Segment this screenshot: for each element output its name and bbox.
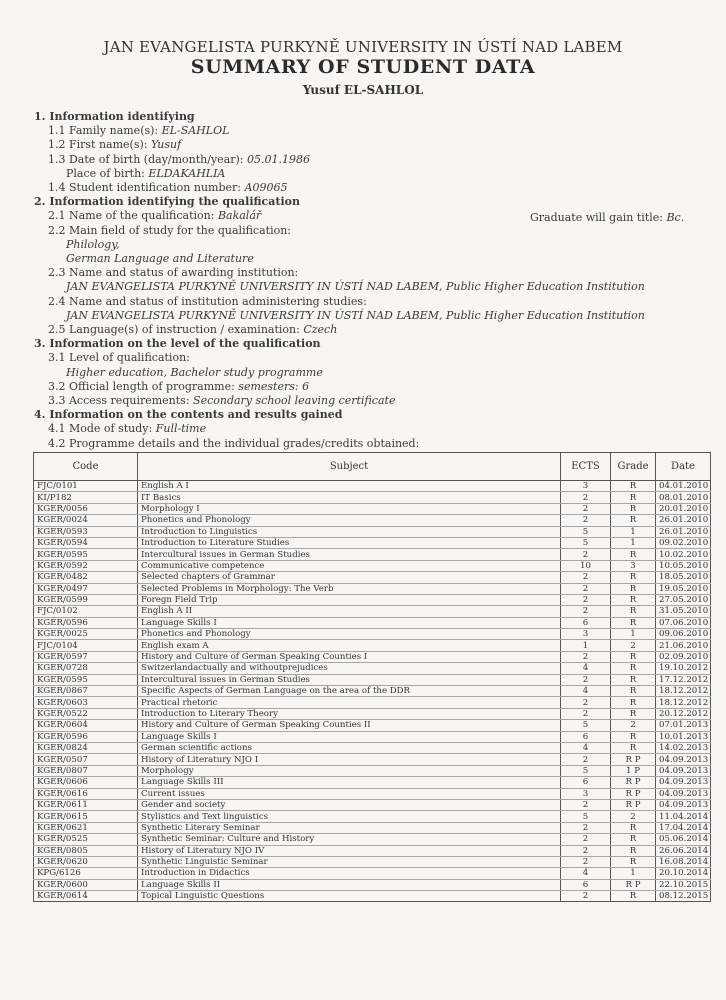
administering-value-text: JAN EVANGELISTA PURKYNĚ UNIVERSITY IN ÚSTÍ NAD LABEM, Public Higher Education Institution bbox=[66, 308, 645, 322]
qualification-label: 2.1 Name of the qualification: bbox=[48, 209, 218, 223]
table-row bbox=[34, 617, 711, 628]
course-subject: Practical rhetoric bbox=[138, 697, 561, 708]
table-row bbox=[34, 731, 711, 742]
course-subject: Selected chapters of Grammar bbox=[138, 572, 561, 583]
course-subject: Introduction in Didactics bbox=[138, 868, 561, 879]
course-date: 26.01.2010 bbox=[656, 526, 711, 537]
administering-value bbox=[34, 309, 694, 323]
course-date: 04.01.2010 bbox=[656, 481, 711, 492]
course-subject: Morphology I bbox=[138, 503, 561, 514]
course-grade: R bbox=[611, 697, 656, 708]
family-name-line bbox=[34, 124, 694, 138]
course-grade: 1 bbox=[611, 526, 656, 537]
table-row bbox=[34, 606, 711, 617]
access-value: Secondary school leaving certificate bbox=[193, 394, 396, 408]
course-grade: R bbox=[611, 515, 656, 526]
language-value: Czech bbox=[303, 323, 338, 337]
course-grade: R P bbox=[611, 799, 656, 810]
student-name: Yusuf EL-SAHLOL bbox=[302, 83, 424, 97]
course-grade: R bbox=[611, 583, 656, 594]
student-id-value: A09065 bbox=[244, 181, 288, 195]
course-ects: 2 bbox=[561, 856, 611, 867]
access-line bbox=[34, 394, 694, 408]
course-code: KGER/0507 bbox=[34, 754, 138, 765]
course-date: 05.06.2014 bbox=[656, 834, 711, 845]
course-code: KGER/0597 bbox=[34, 651, 138, 662]
table-row bbox=[34, 720, 711, 731]
course-subject: Introduction to Literary Theory bbox=[138, 708, 561, 719]
course-grade: R P bbox=[611, 879, 656, 890]
course-date: 11.04.2014 bbox=[656, 811, 711, 822]
course-code: KGER/0614 bbox=[34, 891, 138, 902]
course-code: KGER/0025 bbox=[34, 629, 138, 640]
course-ects: 2 bbox=[561, 503, 611, 514]
qualification-value: Bakalář bbox=[217, 209, 262, 223]
table-row bbox=[34, 640, 711, 651]
course-grade: 1 bbox=[611, 868, 656, 879]
course-ects: 4 bbox=[561, 663, 611, 674]
course-date: 08.01.2010 bbox=[656, 492, 711, 503]
length-label: 3.2 Official length of programme: bbox=[48, 379, 239, 393]
course-subject: Intercultural issues in German Studies bbox=[138, 674, 561, 685]
course-subject: Topical Linguistic Questions bbox=[138, 891, 561, 902]
table-row bbox=[34, 572, 711, 583]
course-subject: Intercultural issues in German Studies bbox=[138, 549, 561, 560]
course-grade: R bbox=[611, 617, 656, 628]
course-grade: R bbox=[611, 606, 656, 617]
course-date: 07.06.2010 bbox=[656, 617, 711, 628]
table-row bbox=[34, 686, 711, 697]
language-line bbox=[34, 323, 694, 337]
awarding-label: 2.3 Name and status of awarding institution: bbox=[48, 266, 299, 280]
course-code: KGER/0525 bbox=[34, 834, 138, 845]
first-name-value: Yusuf bbox=[150, 138, 182, 152]
course-grade: R bbox=[611, 549, 656, 560]
course-ects: 3 bbox=[561, 788, 611, 799]
course-grade: R bbox=[611, 708, 656, 719]
course-subject: Communicative competence bbox=[138, 560, 561, 571]
course-date: 18.12.2012 bbox=[656, 697, 711, 708]
course-date: 17.12.2012 bbox=[656, 674, 711, 685]
course-code: KGER/0728 bbox=[34, 663, 138, 674]
table-row bbox=[34, 537, 711, 548]
course-code: KGER/0824 bbox=[34, 742, 138, 753]
family-name-value: EL-SAHLOL bbox=[161, 124, 230, 138]
course-subject: History and Culture of German Speaking Counties I bbox=[138, 651, 561, 662]
table-row bbox=[34, 754, 711, 765]
table-row bbox=[34, 549, 711, 560]
course-ects: 2 bbox=[561, 549, 611, 560]
course-subject: Language Skills I bbox=[138, 617, 561, 628]
course-ects: 5 bbox=[561, 811, 611, 822]
course-code: KGER/0616 bbox=[34, 788, 138, 799]
dob-value: 05.01.1986 bbox=[247, 152, 310, 166]
course-subject: Language Skills II bbox=[138, 879, 561, 890]
course-code: KPG/6126 bbox=[34, 868, 138, 879]
course-grade: 1 P bbox=[611, 765, 656, 776]
course-code: KGER/0592 bbox=[34, 560, 138, 571]
course-date: 04.09.2013 bbox=[656, 754, 711, 765]
course-grade: 1 bbox=[611, 537, 656, 548]
field-value-1 bbox=[34, 238, 694, 252]
course-grade: R bbox=[611, 674, 656, 685]
language-label: 2.5 Language(s) of instruction / examination: bbox=[48, 323, 304, 337]
table-row bbox=[34, 765, 711, 776]
table-row bbox=[34, 822, 711, 833]
student-id-label: 1.4 Student identification number: bbox=[48, 181, 245, 195]
length-line bbox=[34, 380, 694, 394]
table-row bbox=[34, 697, 711, 708]
header-ects: ECTS bbox=[561, 453, 611, 481]
table-row bbox=[34, 708, 711, 719]
course-ects: 5 bbox=[561, 526, 611, 537]
course-grade: R bbox=[611, 834, 656, 845]
course-ects: 6 bbox=[561, 617, 611, 628]
course-code: KGER/0056 bbox=[34, 503, 138, 514]
course-code: KGER/0596 bbox=[34, 617, 138, 628]
level-value bbox=[34, 366, 694, 380]
course-subject: Synthetic Literary Seminar bbox=[138, 822, 561, 833]
course-code: KGER/0599 bbox=[34, 594, 138, 605]
dob-line bbox=[34, 153, 694, 167]
course-subject: Language Skills III bbox=[138, 777, 561, 788]
course-subject: English exam A bbox=[138, 640, 561, 651]
course-date: 20.10.2014 bbox=[656, 868, 711, 879]
course-ects: 2 bbox=[561, 845, 611, 856]
table-row bbox=[34, 879, 711, 890]
table-header-row bbox=[34, 453, 711, 481]
course-ects: 2 bbox=[561, 492, 611, 503]
course-date: 10.02.2010 bbox=[656, 549, 711, 560]
dob-label: 1.3 Date of birth (day/month/year): bbox=[48, 152, 247, 166]
course-code: KGER/0867 bbox=[34, 686, 138, 697]
course-subject: German scientific actions bbox=[138, 742, 561, 753]
course-code: FJC/0101 bbox=[34, 481, 138, 492]
table-row bbox=[34, 742, 711, 753]
graduate-title-label: Graduate will gain title: bbox=[530, 211, 667, 224]
course-grade: R bbox=[611, 651, 656, 662]
course-date: 09.02.2010 bbox=[656, 537, 711, 548]
first-name-line bbox=[34, 138, 694, 152]
course-grade: R bbox=[611, 891, 656, 902]
grades-table-body bbox=[34, 481, 711, 902]
student-info bbox=[34, 110, 694, 451]
awarding-value-text: JAN EVANGELISTA PURKYNĚ UNIVERSITY IN ÚSTÍ NAD LABEM, Public Higher Education Institution bbox=[66, 280, 645, 294]
course-date: 02.09.2010 bbox=[656, 651, 711, 662]
course-date: 21.06.2010 bbox=[656, 640, 711, 651]
header-code: Code bbox=[34, 453, 138, 481]
course-ects: 2 bbox=[561, 834, 611, 845]
course-code: KGER/0805 bbox=[34, 845, 138, 856]
course-grade: 2 bbox=[611, 720, 656, 731]
graduate-title-value: Bc. bbox=[666, 211, 685, 224]
first-name-label: 1.2 First name(s): bbox=[48, 138, 151, 152]
pob-line bbox=[34, 167, 694, 181]
course-subject: English A I bbox=[138, 481, 561, 492]
table-row bbox=[34, 811, 711, 822]
table-row bbox=[34, 492, 711, 503]
table-row bbox=[34, 560, 711, 571]
course-ects: 5 bbox=[561, 537, 611, 548]
student-id-line bbox=[34, 181, 694, 195]
course-code: KGER/0522 bbox=[34, 708, 138, 719]
table-row bbox=[34, 856, 711, 867]
course-ects: 4 bbox=[561, 686, 611, 697]
table-row bbox=[34, 651, 711, 662]
course-ects: 2 bbox=[561, 594, 611, 605]
course-code: KGER/0621 bbox=[34, 822, 138, 833]
course-date: 19.10.2012 bbox=[656, 663, 711, 674]
course-code: KGER/0595 bbox=[34, 674, 138, 685]
course-code: KGER/0606 bbox=[34, 777, 138, 788]
section-4-heading: 4. Information on the contents and results gained bbox=[34, 408, 343, 422]
course-grade: R bbox=[611, 845, 656, 856]
course-date: 07.01.2013 bbox=[656, 720, 711, 731]
course-subject: History of Literatury NJO IV bbox=[138, 845, 561, 856]
table-row bbox=[34, 663, 711, 674]
header-grade: Grade bbox=[611, 453, 656, 481]
course-grade: R bbox=[611, 686, 656, 697]
course-code: KGER/0593 bbox=[34, 526, 138, 537]
course-code: KGER/0595 bbox=[34, 549, 138, 560]
course-ects: 4 bbox=[561, 742, 611, 753]
course-code: KGER/0482 bbox=[34, 572, 138, 583]
course-ects: 3 bbox=[561, 481, 611, 492]
header-subject: Subject bbox=[138, 453, 561, 481]
course-date: 31.05.2010 bbox=[656, 606, 711, 617]
course-subject: Foregn Field Trip bbox=[138, 594, 561, 605]
course-subject: Selected Problems in Morphology: The Verb bbox=[138, 583, 561, 594]
field-value-2-text: German Language and Literature bbox=[66, 252, 254, 266]
university-name: JAN EVANGELISTA PURKYNĚ UNIVERSITY IN ÚSTÍ NAD LABEM bbox=[103, 38, 623, 56]
course-ects: 2 bbox=[561, 583, 611, 594]
administering-label: 2.4 Name and status of institution administering studies: bbox=[48, 294, 367, 308]
course-ects: 1 bbox=[561, 640, 611, 651]
course-subject: IT Basics bbox=[138, 492, 561, 503]
course-subject: Morphology bbox=[138, 765, 561, 776]
course-subject: History and Culture of German Speaking Counties II bbox=[138, 720, 561, 731]
course-subject: Switzerlandactually and withoutprejudices bbox=[138, 663, 561, 674]
course-date: 04.09.2013 bbox=[656, 788, 711, 799]
course-date: 10.05.2010 bbox=[656, 560, 711, 571]
course-subject: Introduction to Linguistics bbox=[138, 526, 561, 537]
course-date: 20.12.2012 bbox=[656, 708, 711, 719]
course-grade: 3 bbox=[611, 560, 656, 571]
course-grade: R bbox=[611, 481, 656, 492]
course-code: KGER/0604 bbox=[34, 720, 138, 731]
course-ects: 2 bbox=[561, 606, 611, 617]
header-date: Date bbox=[656, 453, 711, 481]
table-row bbox=[34, 777, 711, 788]
access-label: 3.3 Access requirements: bbox=[48, 394, 194, 408]
pob-label: Place of birth: bbox=[66, 166, 149, 180]
table-row bbox=[34, 891, 711, 902]
level-label: 3.1 Level of qualification: bbox=[48, 351, 190, 365]
field-value-1-text: Philology, bbox=[66, 237, 120, 251]
table-row bbox=[34, 799, 711, 810]
course-ects: 5 bbox=[561, 765, 611, 776]
course-grade: R bbox=[611, 856, 656, 867]
course-grade: R bbox=[611, 572, 656, 583]
details-label: 4.2 Programme details and the individual grades/credits obtained: bbox=[48, 436, 420, 450]
course-subject: Gender and society bbox=[138, 799, 561, 810]
course-date: 09.06.2010 bbox=[656, 629, 711, 640]
grades-table bbox=[33, 452, 711, 902]
mode-label: 4.1 Mode of study: bbox=[48, 422, 156, 436]
level-value-text: Higher education, Bachelor study programme bbox=[66, 365, 323, 379]
course-code: FJC/0102 bbox=[34, 606, 138, 617]
course-date: 16.08.2014 bbox=[656, 856, 711, 867]
course-code: KGER/0620 bbox=[34, 856, 138, 867]
course-code: KGER/0603 bbox=[34, 697, 138, 708]
course-date: 18.05.2010 bbox=[656, 572, 711, 583]
course-code: FJC/0104 bbox=[34, 640, 138, 651]
course-grade: 2 bbox=[611, 640, 656, 651]
course-grade: R bbox=[611, 663, 656, 674]
mode-line bbox=[34, 422, 694, 436]
course-date: 19.05.2010 bbox=[656, 583, 711, 594]
course-date: 08.12.2015 bbox=[656, 891, 711, 902]
table-row bbox=[34, 594, 711, 605]
course-grade: R P bbox=[611, 788, 656, 799]
course-grade: R P bbox=[611, 754, 656, 765]
course-ects: 10 bbox=[561, 560, 611, 571]
course-grade: R bbox=[611, 742, 656, 753]
course-grade: R bbox=[611, 594, 656, 605]
table-row bbox=[34, 629, 711, 640]
course-grade: 1 bbox=[611, 629, 656, 640]
course-subject: Language Skills I bbox=[138, 731, 561, 742]
course-subject: Synthetic Linguistic Seminar bbox=[138, 856, 561, 867]
table-row bbox=[34, 515, 711, 526]
course-subject: History of Literatury NJO I bbox=[138, 754, 561, 765]
course-subject: Phonetics and Phonology bbox=[138, 629, 561, 640]
course-grade: R bbox=[611, 822, 656, 833]
course-grade: R bbox=[611, 731, 656, 742]
field-label: 2.2 Main field of study for the qualification: bbox=[48, 223, 291, 237]
table-row bbox=[34, 503, 711, 514]
course-date: 26.06.2014 bbox=[656, 845, 711, 856]
table-row bbox=[34, 674, 711, 685]
pob-value: ELDAKAHLIA bbox=[148, 166, 226, 180]
course-date: 27.05.2010 bbox=[656, 594, 711, 605]
course-code: KGER/0615 bbox=[34, 811, 138, 822]
awarding-value bbox=[34, 280, 694, 294]
table-row bbox=[34, 845, 711, 856]
course-subject: Current issues bbox=[138, 788, 561, 799]
course-code: KGER/0024 bbox=[34, 515, 138, 526]
section-2-heading: 2. Information identifying the qualification bbox=[34, 195, 300, 209]
course-grade: 2 bbox=[611, 811, 656, 822]
course-ects: 2 bbox=[561, 651, 611, 662]
family-name-label: 1.1 Family name(s): bbox=[48, 124, 162, 138]
course-ects: 2 bbox=[561, 572, 611, 583]
course-date: 26.01.2010 bbox=[656, 515, 711, 526]
course-subject: English A II bbox=[138, 606, 561, 617]
table-row bbox=[34, 526, 711, 537]
course-ects: 2 bbox=[561, 674, 611, 685]
course-subject: Phonetics and Phonology bbox=[138, 515, 561, 526]
table-row bbox=[34, 788, 711, 799]
course-ects: 2 bbox=[561, 754, 611, 765]
course-ects: 4 bbox=[561, 868, 611, 879]
course-ects: 2 bbox=[561, 822, 611, 833]
course-grade: R P bbox=[611, 777, 656, 788]
course-ects: 2 bbox=[561, 708, 611, 719]
course-ects: 3 bbox=[561, 629, 611, 640]
course-code: KGER/0807 bbox=[34, 765, 138, 776]
course-code: KGER/0611 bbox=[34, 799, 138, 810]
course-code: KI/P182 bbox=[34, 492, 138, 503]
course-subject: Synthetic Seminar: Culture and History bbox=[138, 834, 561, 845]
course-ects: 6 bbox=[561, 879, 611, 890]
course-subject: Introduction to Literature Studies bbox=[138, 537, 561, 548]
field-value-2 bbox=[34, 252, 694, 266]
table-row bbox=[34, 868, 711, 879]
graduate-title bbox=[530, 211, 684, 224]
course-grade: R bbox=[611, 492, 656, 503]
course-date: 18.12.2012 bbox=[656, 686, 711, 697]
course-date: 14.02.2013 bbox=[656, 742, 711, 753]
table-row bbox=[34, 583, 711, 594]
course-grade: R bbox=[611, 503, 656, 514]
section-1-heading: 1. Information identifying bbox=[34, 110, 195, 123]
course-subject: Specific Aspects of German Language on the area of the DDR bbox=[138, 686, 561, 697]
course-code: KGER/0596 bbox=[34, 731, 138, 742]
course-ects: 6 bbox=[561, 777, 611, 788]
course-date: 17.04.2014 bbox=[656, 822, 711, 833]
course-ects: 2 bbox=[561, 697, 611, 708]
table-row bbox=[34, 834, 711, 845]
course-date: 10.01.2013 bbox=[656, 731, 711, 742]
course-date: 04.09.2013 bbox=[656, 777, 711, 788]
course-ects: 2 bbox=[561, 891, 611, 902]
course-date: 22.10.2015 bbox=[656, 879, 711, 890]
course-date: 04.09.2013 bbox=[656, 799, 711, 810]
course-code: KGER/0594 bbox=[34, 537, 138, 548]
course-subject: Stylistics and Text linguistics bbox=[138, 811, 561, 822]
course-date: 04.09.2013 bbox=[656, 765, 711, 776]
length-value: semesters: 6 bbox=[238, 379, 310, 393]
course-ects: 2 bbox=[561, 799, 611, 810]
course-ects: 5 bbox=[561, 720, 611, 731]
course-date: 20.01.2010 bbox=[656, 503, 711, 514]
mode-value: Full-time bbox=[155, 422, 207, 436]
document-title: SUMMARY OF STUDENT DATA bbox=[190, 56, 536, 78]
section-3-heading: 3. Information on the level of the qualification bbox=[34, 337, 321, 351]
table-row bbox=[34, 481, 711, 492]
course-code: KGER/0497 bbox=[34, 583, 138, 594]
course-code: KGER/0600 bbox=[34, 879, 138, 890]
course-ects: 6 bbox=[561, 731, 611, 742]
course-ects: 2 bbox=[561, 515, 611, 526]
